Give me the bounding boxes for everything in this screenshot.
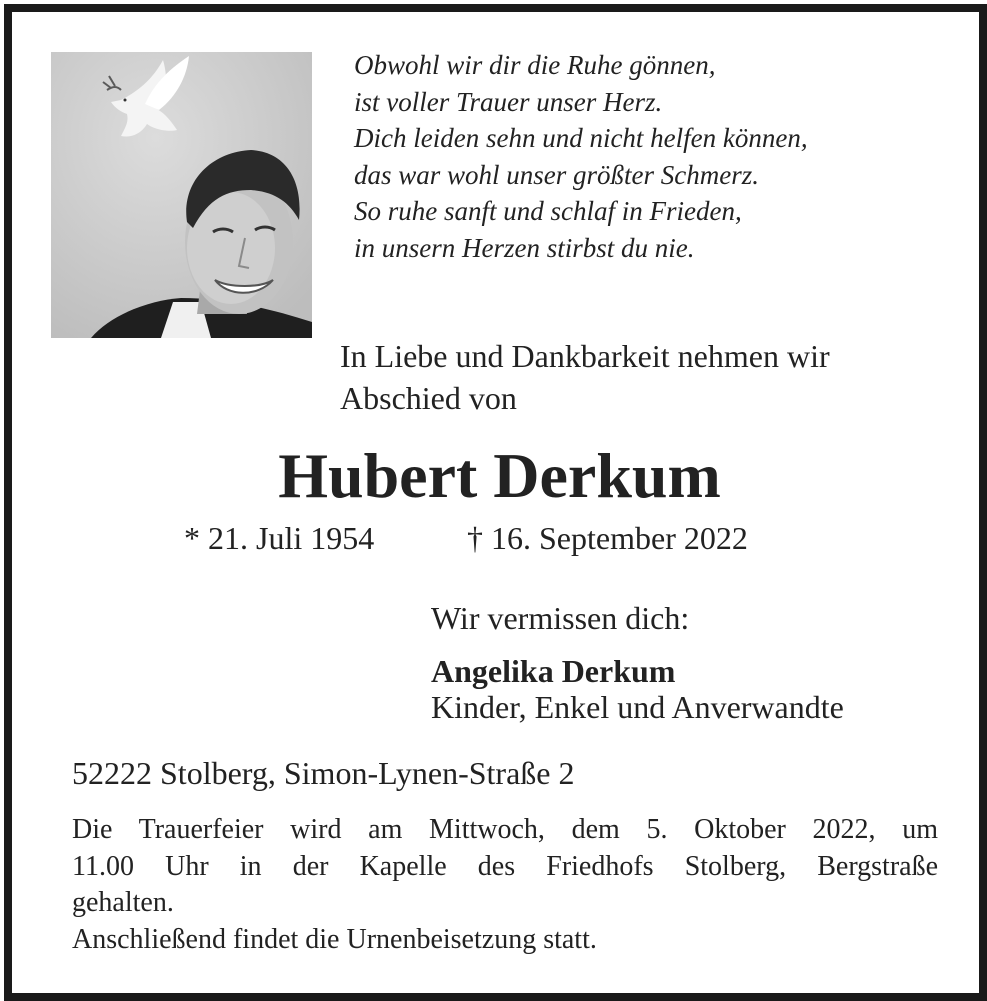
funeral-notice — [72, 812, 938, 958]
mourners-heading: Wir vermissen dich: — [431, 600, 690, 636]
birth-date: * 21. Juli 1954 — [184, 520, 375, 556]
death-date: † 16. September 2022 — [467, 520, 748, 556]
primary-mourner: Angelika Derkum — [431, 653, 676, 689]
family-address: 52222 Stolberg, Simon-Lynen-Straße 2 — [72, 755, 575, 791]
notice-line-1: Die Trauerfeier wird am Mittwoch, dem 5. Oktober 2022, um — [72, 814, 938, 845]
poem-line: Obwohl wir dir die Ruhe gönnen, — [354, 50, 716, 80]
poem-line: ist voller Trauer unser Herz. — [354, 86, 663, 117]
notice-line-3: gehalten. — [72, 887, 174, 918]
portrait-photo — [51, 52, 312, 338]
poem-line: Dich leiden sehn und nicht helfen können, — [354, 123, 808, 153]
poem — [354, 47, 808, 266]
intro-line-2: Abschied von — [340, 380, 517, 416]
poem-line: in unsern Herzen stirbst du nie. — [354, 232, 695, 263]
portrait-image — [51, 52, 312, 338]
poem-line: das war wohl unser größter Schmerz. — [354, 159, 760, 190]
deceased-name: Hubert Derkum — [278, 440, 721, 511]
notice-line-4: Anschließend findet die Urnenbeisetzung statt. — [72, 923, 597, 955]
farewell-intro — [340, 335, 830, 419]
other-mourners: Kinder, Enkel und Anverwandte — [431, 689, 844, 725]
notice-line-2: 11.00 Uhr in der Kapelle des Friedhofs Stolberg, Bergstraße — [72, 850, 938, 882]
poem-line: So ruhe sanft und schlaf in Frieden, — [354, 196, 742, 226]
obituary-frame — [4, 4, 987, 1001]
intro-line-1: In Liebe und Dankbarkeit nehmen wir — [340, 338, 830, 374]
